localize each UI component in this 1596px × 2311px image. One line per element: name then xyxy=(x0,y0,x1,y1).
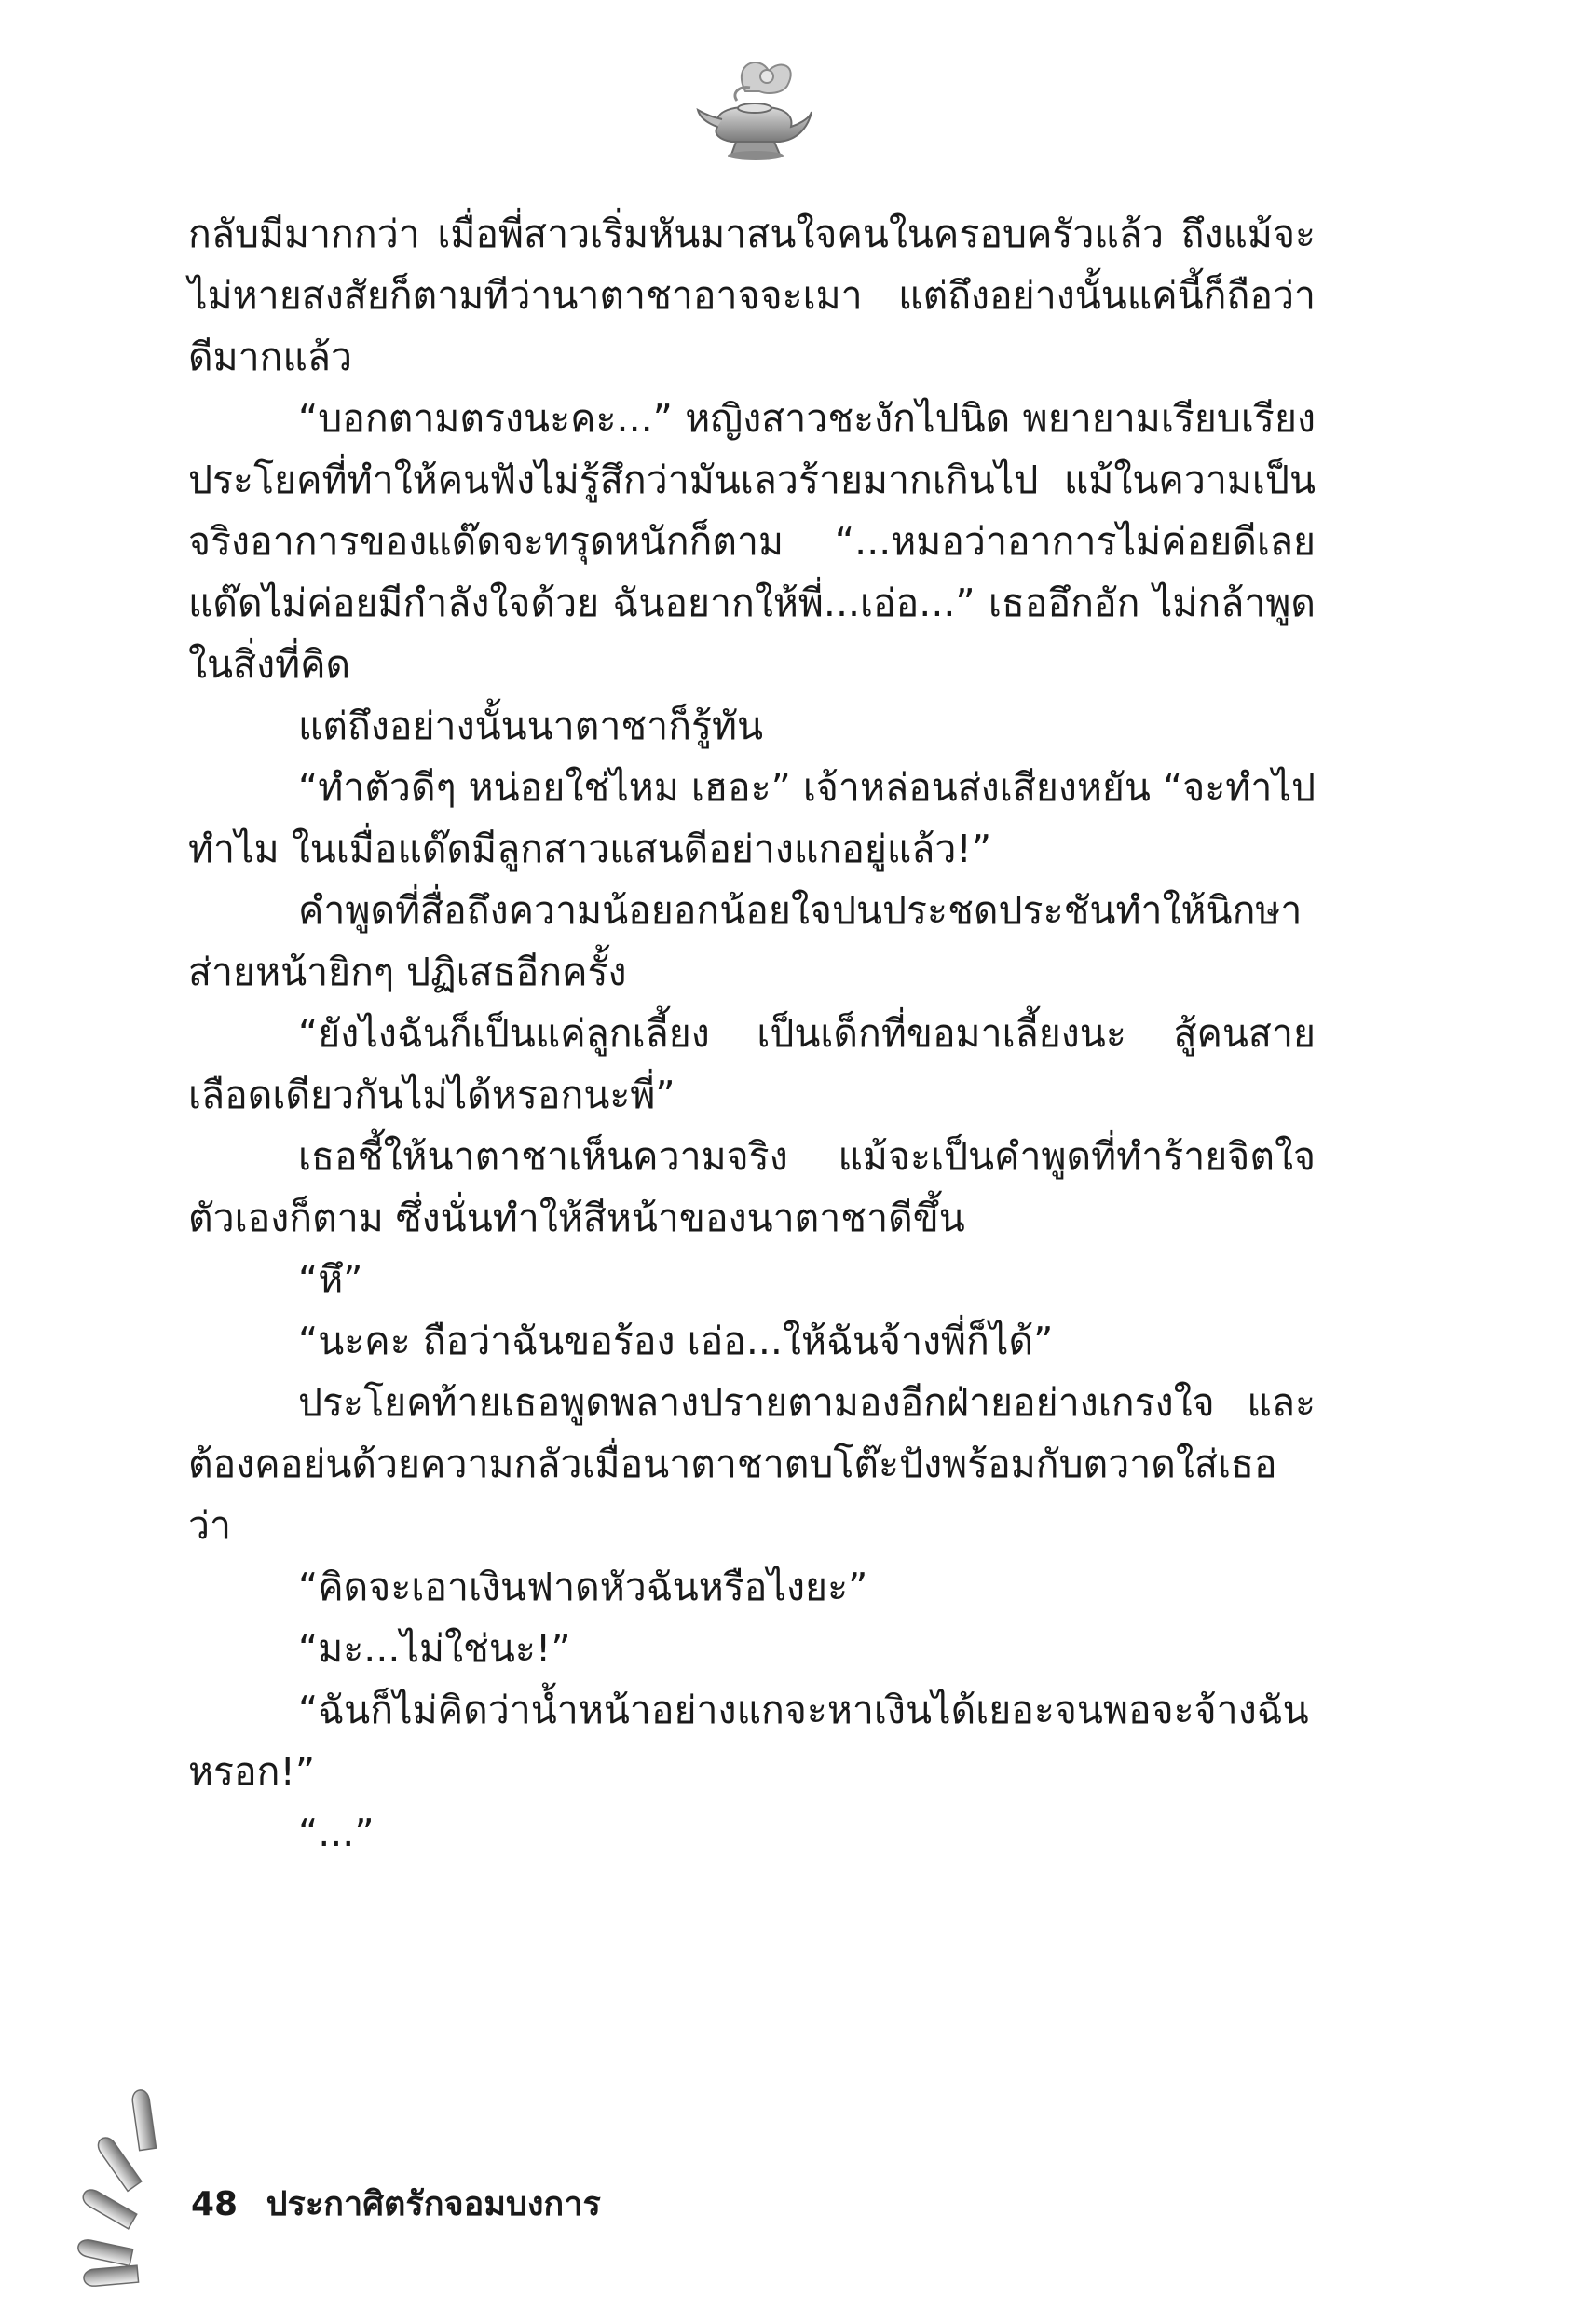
paragraph: “ทำตัวดีๆ หน่อยใช่ไหม เฮอะ” เจ้าหล่อนส่งเสียงหยัน “จะทำไปทำไม ในเมื่อแด๊ดมีลูกสาวแสนดีอย่างแกอยู่แล้ว!” xyxy=(188,765,1316,871)
paragraph: “...” xyxy=(298,1811,375,1855)
paragraph: กลับมีมากกว่า เมื่อพี่สาวเริ่มหันมาสนใจคนในครอบครัวแล้ว ถึงแม้จะไม่หายสงสัยก็ตามทีว่านาตาชาอาจจะเมา แต่ถึงอย่างนั้นแค่นี้ก็ถือว่าดีมากแล้ว xyxy=(188,212,1316,379)
book-title: ประกาศิตรักจอมบงการ xyxy=(266,2185,601,2223)
page-footer xyxy=(191,2177,601,2230)
paragraph: เธอชี้ให้นาตาชาเห็นความจริง แม้จะเป็นคำพูดที่ทำร้ายจิตใจตัวเองก็ตาม ซึ่งนั่นทำให้สีหน้าของนาตาชาดีขึ้น xyxy=(188,1134,1316,1240)
paragraph: คำพูดที่สื่อถึงความน้อยอกน้อยใจปนประชดประชันทำให้นิกษาส่ายหน้ายิกๆ ปฏิเสธอีกครั้ง xyxy=(188,888,1303,994)
paragraph: “คิดจะเอาเงินฟาดหัวฉันหรือไงยะ” xyxy=(298,1565,868,1609)
paragraph: “ยังไงฉันก็เป็นแค่ลูกเลี้ยง เป็นเด็กที่ขอมาเลี้ยงนะ สู้คนสายเลือดเดียวกันไม่ได้หรอกนะพี่” xyxy=(188,1011,1316,1117)
genie-lamp-icon xyxy=(694,54,815,166)
paragraph: “ฉันก็ไม่คิดว่าน้ำหน้าอย่างแกจะหาเงินได้เยอะจนพอจะจ้างฉันหรอก!” xyxy=(188,1688,1309,1794)
paragraph: “บอกตามตรงนะคะ...” หญิงสาวชะงักไปนิด พยายามเรียบเรียงประโยคที่ทำให้คนฟังไม่รู้สึกว่ามันเลวร้ายมากเกินไป แม้ในความเป็นจริงอาการของแด๊ดจะทรุดหนักก็ตาม “...หมอว่าอาการไม่ค่อยดีเลย แด๊ดไม่ค่อยมีกำลังใจด้วย ฉันอยากให้พี่...เอ่อ...” เธออึกอัก ไม่กล้าพูดในสิ่งที่คิด xyxy=(188,396,1316,687)
body-text xyxy=(188,203,1316,1864)
bullets-icon xyxy=(67,2073,179,2288)
page-number: 48 xyxy=(191,2185,239,2223)
paragraph: ประโยคท้ายเธอพูดพลางปรายตามองอีกฝ่ายอย่างเกรงใจ และต้องคอย่นด้วยความกลัวเมื่อนาตาชาตบโต๊ะปังพร้อมกับตวาดใส่เธอว่า xyxy=(188,1380,1316,1548)
paragraph: “มะ...ไม่ใช่นะ!” xyxy=(298,1626,571,1671)
paragraph: “นะคะ ถือว่าฉันขอร้อง เอ่อ...ให้ฉันจ้างพี่ก็ได้” xyxy=(298,1319,1054,1363)
paragraph: แต่ถึงอย่างนั้นนาตาชาก็รู้ทัน xyxy=(298,704,764,748)
paragraph: “หึ” xyxy=(298,1257,363,1302)
